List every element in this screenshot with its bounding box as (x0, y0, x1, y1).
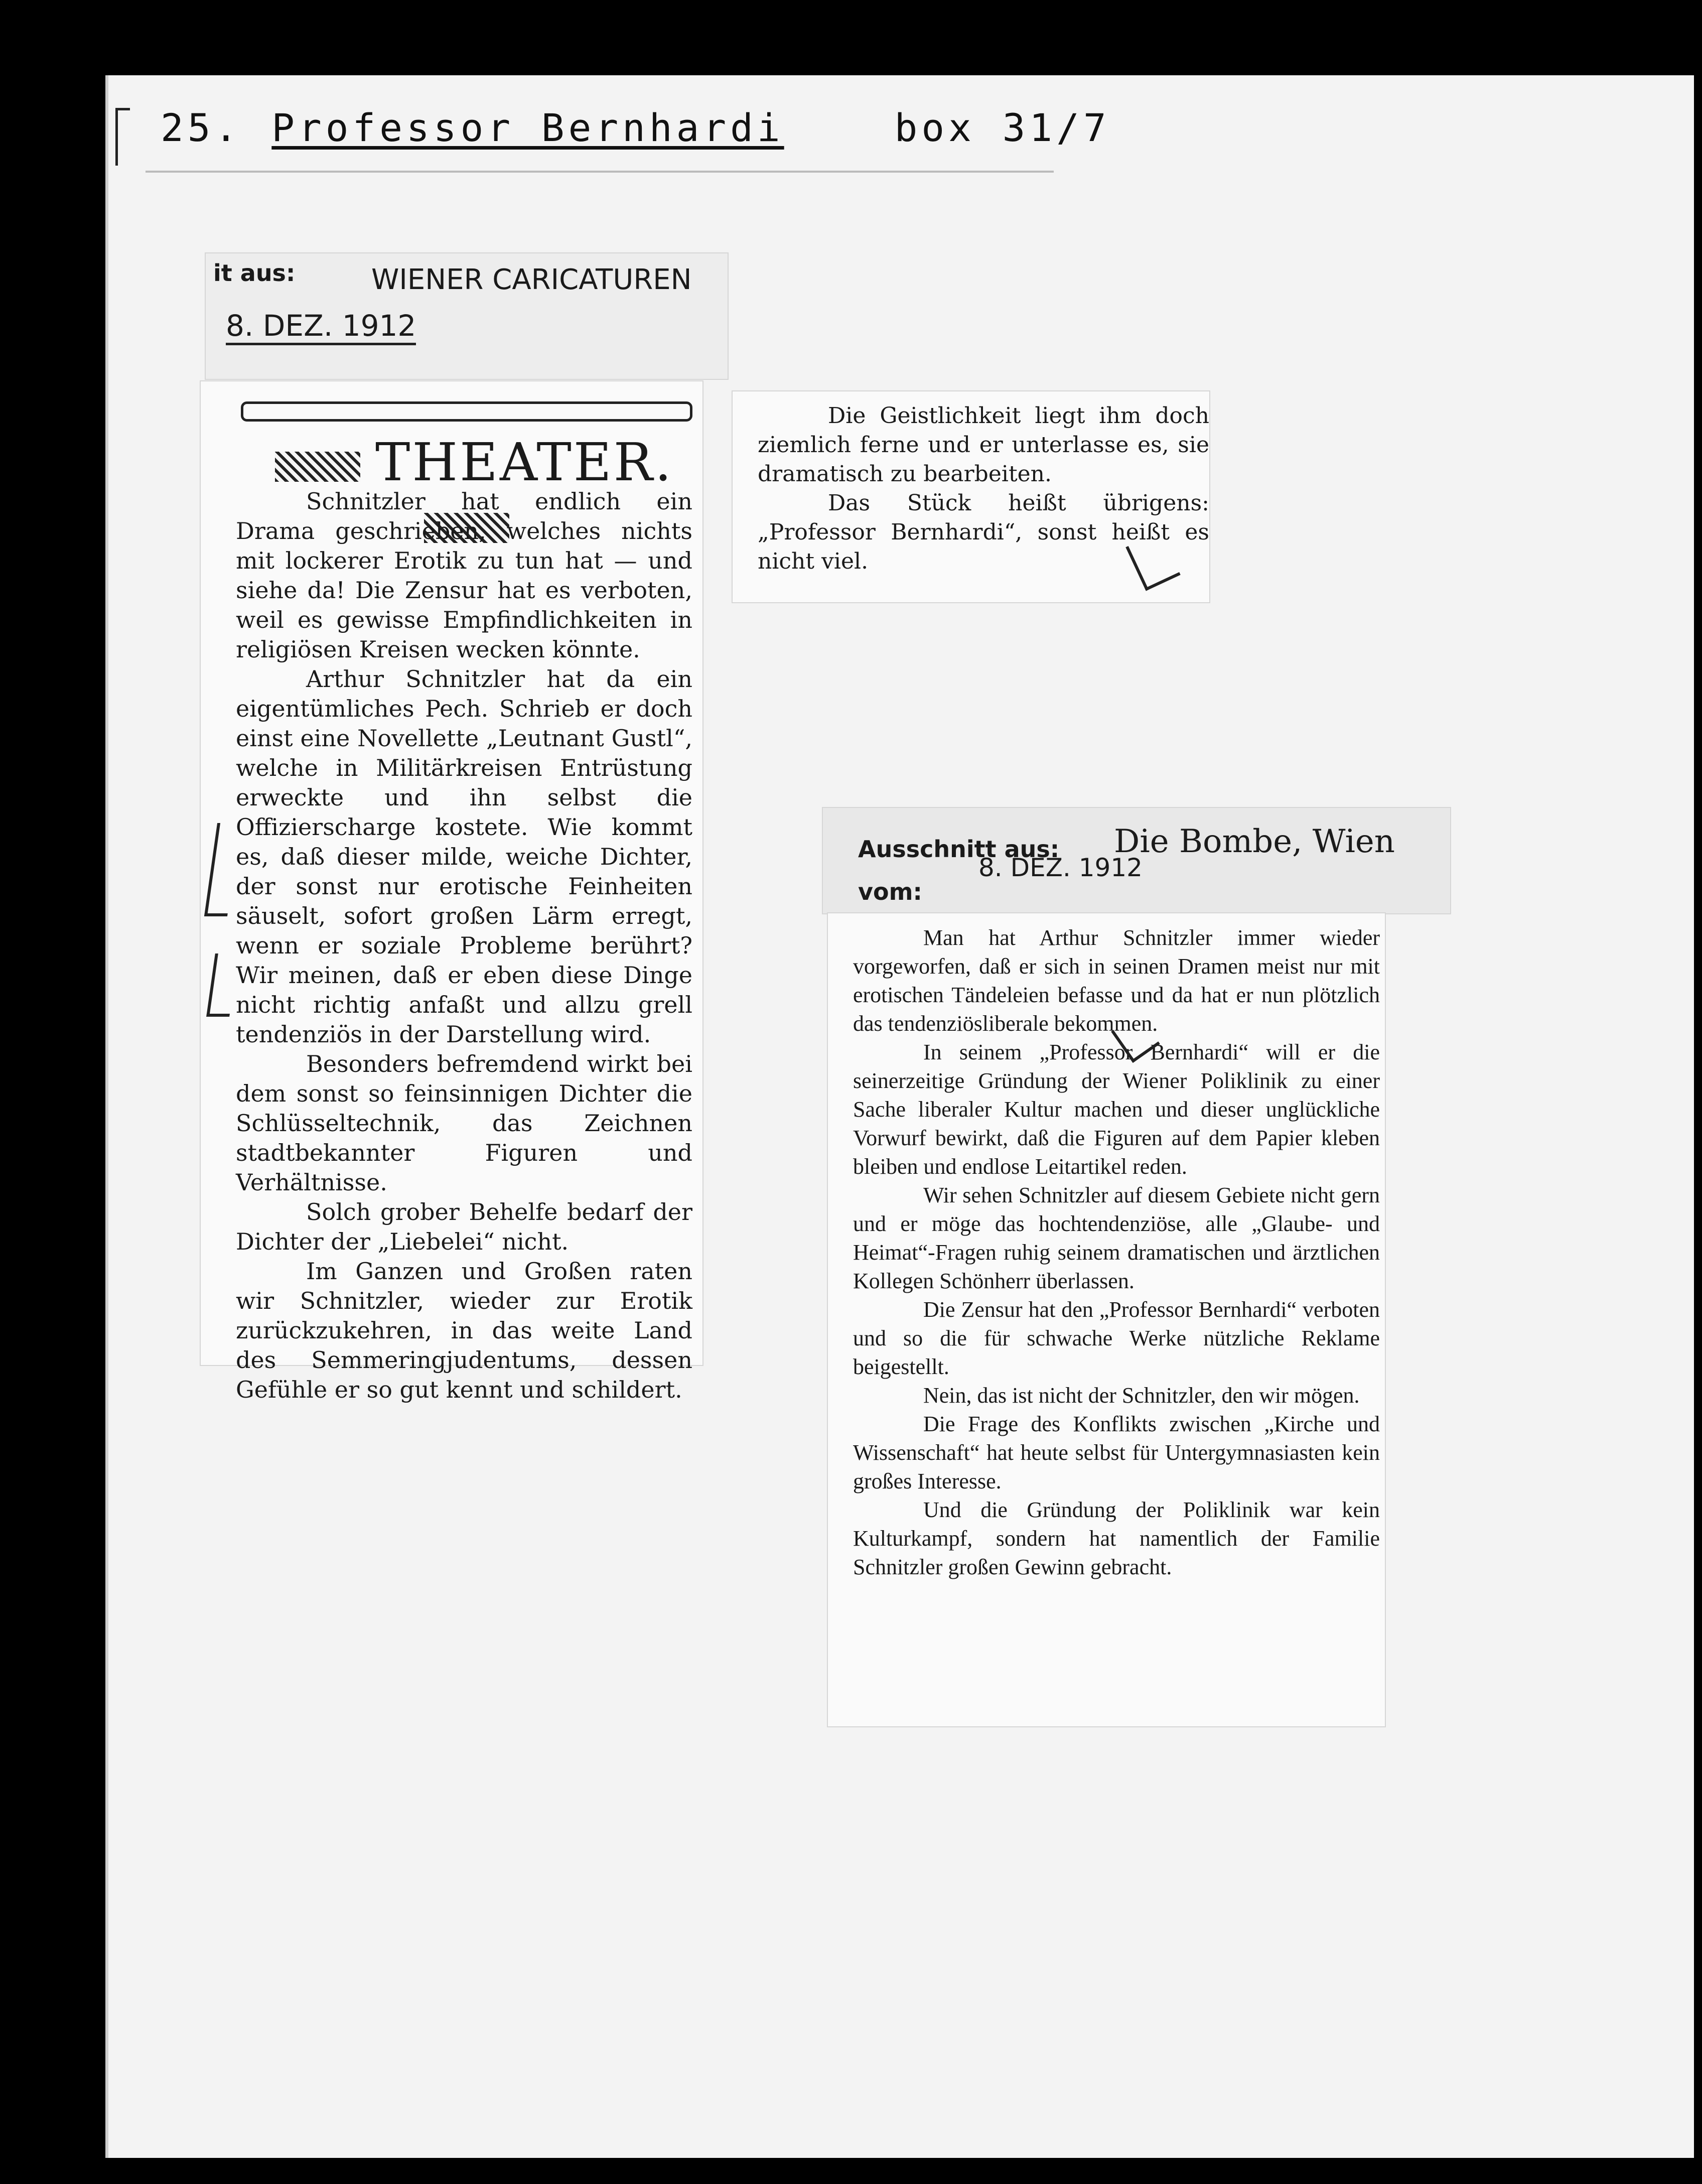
clipping3-paragraph: Die Zensur hat den „Professor Bernhardi“ verboten und so die für schwache Werke nützliche Reklame beigestellt. (853, 1297, 1380, 1379)
clipping3-date-label: vom: (858, 878, 922, 905)
ornament-left-icon (275, 452, 360, 482)
clipping1-heading-text: THEATER. (375, 432, 674, 493)
clipping3-paragraph: Wir sehen Schnitzler auf diesem Gebiete nicht gern und er möge das hochtendenziöse, alle „Glaube- und Heimat“-Fragen ruhig seinem dramatischen und ärztlichen Kollegen Schönherr überlassen. (853, 1183, 1380, 1293)
clipping1-paragraph: Besonders befremdend wirkt bei dem sonst so feinsinnigen Dichter die Schlüsseltechnik, das Zeichnen stadtbekannter Figuren und Verhältnisse. (236, 1050, 692, 1196)
clipping1-source-slip (206, 253, 728, 379)
clipping1-body (236, 487, 692, 1405)
clipping1-source-label: it aus: (213, 259, 296, 287)
clipping3-date-stamp: 8. DEZ. 1912 (978, 853, 1143, 882)
clipping1-paragraph: Im Ganzen und Großen raten wir Schnitzler, wieder zur Erotik zurückzukehren, in das weite Land des Semmeringjudentums, dessen Gefühle er so gut kennt und schildert. (236, 1258, 692, 1403)
clipping1-article (201, 381, 702, 1403)
clipping3-paragraph: Und die Gründung der Poliklinik war kein Kulturkampf, sondern hat namentlich der Familie Schnitzler großen Gewinn gebracht. (853, 1497, 1380, 1579)
clipping3-paragraph: Die Frage des Konflikts zwischen „Kirche und Wissenschaft“ hat heute selbst für Untergymnasiasten kein großes Interesse. (853, 1412, 1380, 1493)
clipping3-body (853, 923, 1380, 1581)
clipping1-source-name: WIENER CARICATUREN (371, 263, 692, 296)
clipping1-paragraph: Schnitzler hat endlich ein Drama geschrieben, welches nichts mit lockerer Erotik zu tun hat — und siehe da! Die Zensur hat es verboten, weil es gewisse Empfindlichkeiten in religiösen Kreisen wecken könnte. (236, 488, 692, 663)
clipping3-source-label: Ausschnitt aus: (858, 836, 1060, 863)
clipping3-article (828, 913, 1385, 1726)
clipping2-paragraph: Die Geistlichkeit liegt ihm doch ziemlich ferne und er unterlasse es, sie dramatisch zu bearbeiten. (758, 403, 1209, 487)
clipping1-paragraph: Arthur Schnitzler hat da ein eigentümliches Pech. Schrieb er doch einst eine Novellette „Leutnant Gustl“, welche in Militärkreisen Entrüstung erweckte und ihn selbst die Offizierscharge kostete. Wie kommt es, daß dieser milde, weiche Dichter, der sonst nur erotische Feinheiten säuselt, sofort großen Lärm erregt, wenn er soziale Probleme berührt? Wir meinen, daß er eben diese Dinge nicht richtig anfaßt und allzu grell tendenziös in der Darstellung wird. (236, 665, 692, 1048)
clipping2-paragraph: Das Stück heißt übrigens: „Professor Bernhardi“, sonst heißt es nicht viel. (758, 490, 1209, 574)
archive-header (161, 105, 1110, 150)
clipping3-paragraph: In seinem „Professor Bernhardi“ will er die seinerzeitige Gründung der Wiener Poliklinik zu einer Sache liberaler Kultur machen und dieser unglückliche Vorwurf bewirkt, daß die Figuren auf dem Papier kleben bleiben und endlose Leitartikel reden. (853, 1040, 1380, 1179)
header-box-number: box 31/7 (894, 105, 1110, 150)
header-number: 25. (161, 105, 242, 150)
clipping3-paragraph: Nein, das ist nicht der Schnitzler, den wir mögen. (923, 1383, 1360, 1408)
clipping3-source-slip (823, 808, 1450, 913)
corner-bracket-mark (115, 108, 130, 166)
clipping3-source-name: Die Bombe, Wien (1114, 823, 1395, 860)
header-divider (146, 171, 1054, 173)
header-title: Professor Bernhardi (271, 105, 784, 150)
clipping3-paragraph: Man hat Arthur Schnitzler immer wieder vorgeworfen, daß er sich in seinen Dramen meist nur mit erotischen Tändeleien befasse und da hat er nun plötzlich das tendenziösliberale bekommen. (853, 925, 1380, 1036)
clipping1-paragraph: Solch grober Behelfe bedarf der Dichter der „Liebelei“ nicht. (236, 1198, 692, 1255)
clipping1-ornamental-rule (241, 401, 692, 422)
clipping1-date-stamp: 8. DEZ. 1912 (226, 309, 416, 345)
